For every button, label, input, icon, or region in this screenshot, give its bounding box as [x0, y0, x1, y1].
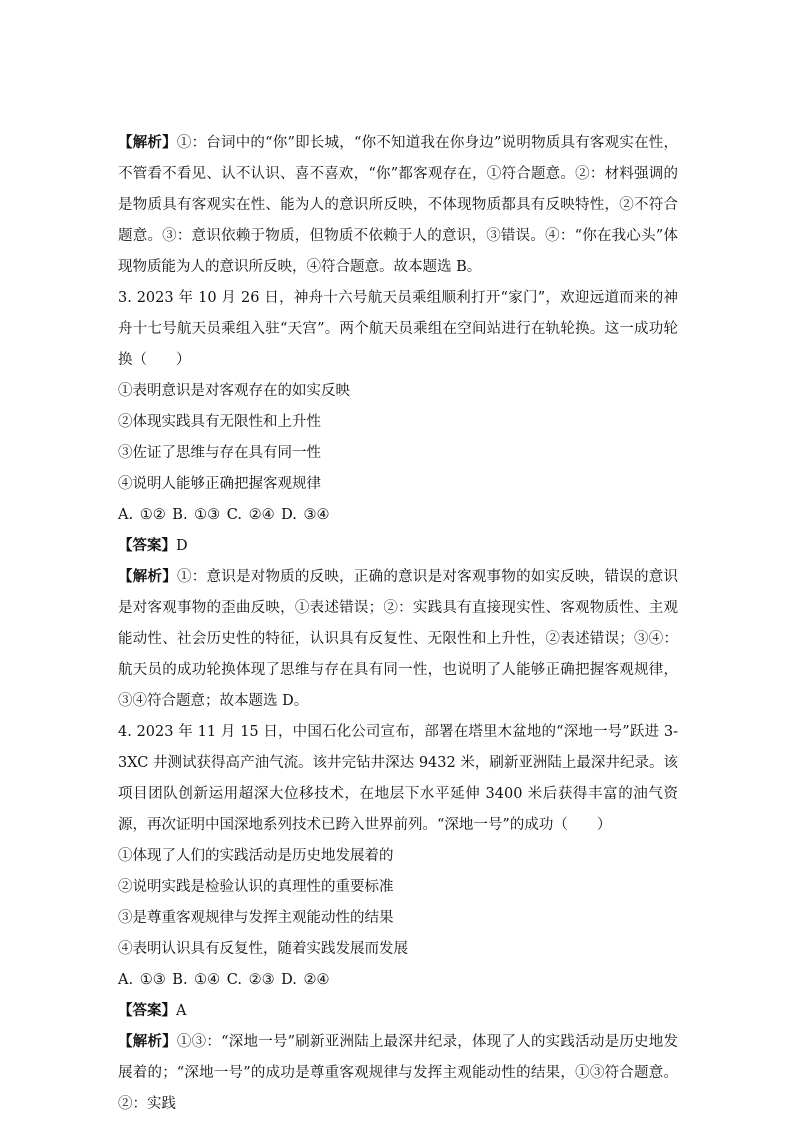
- analysis-q3: [118, 562, 678, 717]
- answer-tag: 【答案】: [118, 1003, 176, 1019]
- question-3-option-2: ②体现实践具有无限性和上升性: [118, 414, 321, 430]
- question-4-option-4: ④表明认识具有反复性，随着实践发展而发展: [118, 941, 408, 957]
- analysis-q2: [118, 128, 678, 283]
- answer-tag: 【答案】: [118, 538, 176, 554]
- analysis-q4: [118, 1027, 678, 1120]
- document-page: [118, 128, 678, 1120]
- question-4-option-2: ②说明实践是检验认识的真理性的重要标准: [118, 879, 394, 895]
- question-3-choices: A. ①② B. ①③ C. ②④ D. ③④: [118, 507, 330, 523]
- analysis-text: ①：台词中的“你”即长城，“你不知道我在你身边”说明物质具有客观实在性，不管看不看见、认不认识、喜不喜欢，“你”都客观存在，①符合题意。②：材料强调的是物质具有客观实在性、能为人的意识所反映，不体现物质都具有反映特性，②不符合题意。③：意识依赖于物质，但物质不依赖于人的意识，③错误。④：“你在我心头”体现物质能为人的意识所反映，④符合题意。故本题选 B。: [118, 135, 678, 275]
- question-4-option-3: ③是尊重客观规律与发挥主观能动性的结果: [118, 910, 394, 926]
- analysis-tag: 【解析】: [118, 569, 177, 585]
- analysis-tag: 【解析】: [118, 1034, 177, 1050]
- question-3-option-3: ③佐证了思维与存在具有同一性: [118, 445, 321, 461]
- answer-value: A: [176, 1003, 187, 1019]
- analysis-text: ①：意识是对物质的反映，正确的意识是对客观事物的如实反映，错误的意识是对客观事物的歪曲反映，①表述错误；②：实践具有直接现实性、客观物质性、主观能动性、社会历史性的特征，认识具有反复性、无限性和上升性，②表述错误；③④：航天员的成功轮换体现了思维与存在具有同一性，也说明了人能够正确把握客观规律，③④符合题意；故本题选 D。: [118, 569, 679, 709]
- answer-value: D: [176, 538, 188, 554]
- analysis-tag: 【解析】: [118, 135, 177, 151]
- question-3-option-4: ④说明人能够正确把握客观规律: [118, 476, 321, 492]
- question-4-choices: A. ①③ B. ①④ C. ②③ D. ②④: [118, 972, 330, 988]
- question-4-option-1: ①体现了人们的实践活动是历史地发展着的: [118, 848, 394, 864]
- question-3-option-1: ①表明意识是对客观存在的如实反映: [118, 383, 350, 399]
- question-3-answer: [118, 531, 678, 562]
- question-4-answer: [118, 996, 678, 1027]
- question-3-stem: 3. 2023 年 10 月 26 日，神舟十六号航天员乘组顺利打开“家门”，欢迎远道而来的神舟十七号航天员乘组入驻“天宫”。两个航天员乘组在空间站进行在轨轮换。这一成功轮换（ ）: [118, 290, 678, 368]
- question-4-stem: 4. 2023 年 11 月 15 日，中国石化公司宣布，部署在塔里木盆地的“深地一号”跃进 3-3XC 井测试获得高产油气流。该井完钻井深达 9432 米，刷新亚洲陆上最深井纪录。该项目团队创新运用超深大位移技术，在地层下水平延伸 3400 米后获得丰富的油气资源，再次证明中国深地系列技术已跨入世界前列。“深地一号”的成功（ ）: [118, 724, 678, 833]
- analysis-text: ①③：“深地一号”刷新亚洲陆上最深井纪录，体现了人的实践活动是历史地发展着的；“深地一号”的成功是尊重客观规律与发挥主观能动性的结果，①③符合题意。②：实践: [118, 1034, 679, 1112]
